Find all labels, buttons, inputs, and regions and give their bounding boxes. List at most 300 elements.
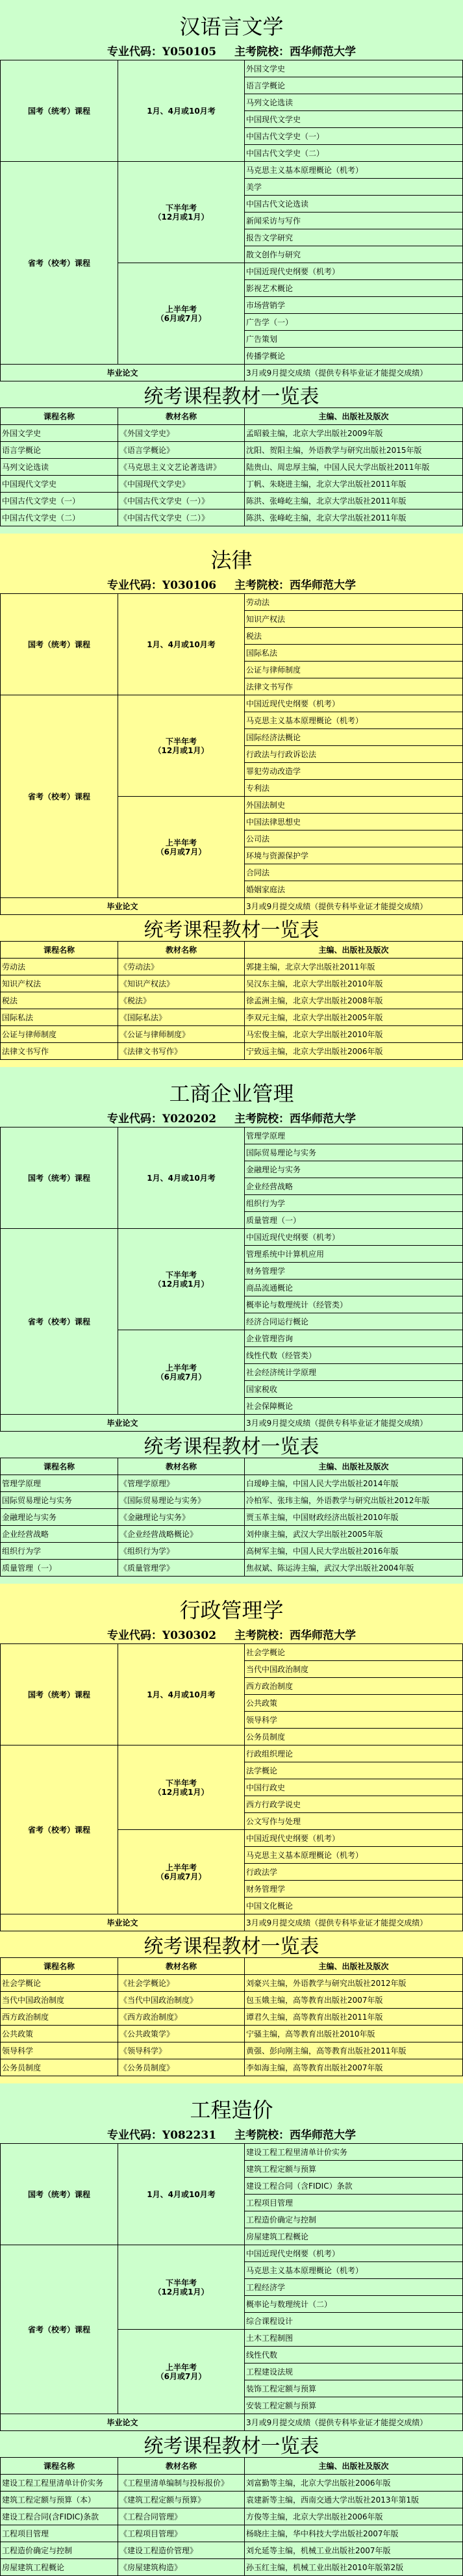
- textbook-course: 建设工程合同(含FIDIC)条款: [1, 2508, 118, 2525]
- textbook-course: 中国现代文学史: [1, 476, 118, 493]
- major-section: [0, 1584, 463, 2083]
- exam-school: 主考院校：西华师范大学: [234, 45, 357, 58]
- course-name: 劳动法: [245, 594, 463, 611]
- textbook-row: [1, 1975, 463, 1992]
- column-header: 主编、出版社及版次: [245, 2458, 463, 2475]
- exam-period-label: 上半年考: [165, 304, 197, 314]
- textbook-publisher: 李如海主编，高等教育出版社2007年版: [245, 2059, 463, 2076]
- textbook-header-row: [1, 408, 463, 425]
- textbook-name: 《公务员制度》: [118, 2059, 245, 2076]
- thesis-label: 毕业论文: [1, 2414, 245, 2431]
- textbook-course: 公共政策: [1, 2026, 118, 2042]
- textbook-publisher: 贾玉革主编，中国财政经济出版社2010年版: [245, 1509, 463, 1526]
- exam-period-months: （6月或7月）: [156, 1872, 206, 1881]
- textbook-publisher: 丁帆、朱晓进主编，北京大学出版社2011年版: [245, 476, 463, 493]
- course-name: 管理学原理: [245, 1127, 463, 1144]
- section-spacer: [0, 2076, 463, 2083]
- exam-school: 主考院校：西华师范大学: [234, 578, 357, 592]
- textbook-row: [1, 1526, 463, 1543]
- textbook-table: [0, 1957, 463, 2076]
- textbook-course: 公证与律师制度: [1, 1026, 118, 1043]
- major-title: 汉语言文学: [179, 14, 284, 39]
- textbook-publisher: 高树军主编，中国人民大学出版社2016年版: [245, 1543, 463, 1560]
- course-name: 质量管理（一）: [245, 1212, 463, 1229]
- exam-period-label: 1月、4月或10月考: [147, 2189, 216, 2199]
- course-name: 概率论与数理统计（经管类）: [245, 1296, 463, 1313]
- course-name: 商品流通概论: [245, 1280, 463, 1296]
- exam-period-label: 下半年考: [165, 1778, 197, 1788]
- textbook-name: 《公共政策学》: [118, 2026, 245, 2042]
- course-name: 公证与律师制度: [245, 662, 463, 678]
- textbook-row: [1, 2492, 463, 2508]
- course-name: 马克思主义基本原理概论（机考）: [245, 712, 463, 729]
- major-section: [0, 0, 463, 534]
- textbook-course: 法律文书写作: [1, 1043, 118, 1060]
- course-category: 省考（校考）课程: [1, 1745, 118, 1914]
- textbook-course: 国际私法: [1, 1009, 118, 1026]
- course-name: 美学: [245, 179, 463, 196]
- column-header: 教材名称: [118, 2458, 245, 2475]
- textbook-header-row: [1, 942, 463, 959]
- textbook-publisher: 袁建新等主编，西南交通大学出版社2013年第1版: [245, 2492, 463, 2508]
- column-header: 教材名称: [118, 942, 245, 959]
- course-name: 中国文化概论: [245, 1898, 463, 1914]
- course-name: 专利法: [245, 780, 463, 797]
- thesis-note: 3月或9月提交成绩（提供专科毕业证才能提交成绩）: [245, 1415, 463, 1432]
- textbook-name: 《中国古代文学史（二）》: [118, 509, 245, 526]
- exam-period-months: （6月或7月）: [156, 1372, 206, 1382]
- course-name: 工程经济学: [245, 2279, 463, 2296]
- textbook-row: [1, 992, 463, 1009]
- textbook-header-row: [1, 1958, 463, 1975]
- textbook-course: 社会学概论: [1, 1975, 118, 1992]
- course-name: 线性代数（经管类）: [245, 1347, 463, 1364]
- exam-period-months: （6月或7月）: [156, 313, 206, 323]
- major-code: 专业代码：Y030106: [106, 578, 217, 592]
- textbook-course: 工程造价确定与控制: [1, 2542, 118, 2559]
- textbook-publisher: 冷柏军、张玮主编，外语教学与研究出版社2012年版: [245, 1492, 463, 1509]
- exam-period: [118, 797, 245, 898]
- textbook-course: 中国古代文学史（二）: [1, 509, 118, 526]
- textbook-name: 《工程合同管理》: [118, 2508, 245, 2525]
- textbook-publisher: 孙玉红主编，机械工业出版社2010年版第2版: [245, 2559, 463, 2576]
- textbook-course: 外国文学史: [1, 425, 118, 442]
- course-name: 西方政治制度: [245, 1678, 463, 1695]
- textbook-row: [1, 1475, 463, 1492]
- textbook-course: 房屋建筑工程概论: [1, 2559, 118, 2576]
- course-row: [1, 1229, 463, 1246]
- course-row: [1, 1745, 463, 1762]
- textbook-row: [1, 1992, 463, 2009]
- course-name: 建设工程工程里清单计价实务: [245, 2144, 463, 2161]
- course-name: 国际经济法概论: [245, 729, 463, 746]
- course-name: 国际贸易理论与实务: [245, 1144, 463, 1161]
- course-category: 省考（校考）课程: [1, 162, 118, 365]
- course-name: 公司法: [245, 831, 463, 847]
- textbook-publisher: 刘仲康主编，武汉大学出版社2005年版: [245, 1526, 463, 1543]
- textbook-course: 语言学概论: [1, 442, 118, 459]
- textbook-publisher: 白瑷峥主编，中国人民大学出版社2014年版: [245, 1475, 463, 1492]
- exam-period: [118, 2144, 245, 2245]
- course-name: 当代中国政治制度: [245, 1661, 463, 1678]
- textbook-row: [1, 1043, 463, 1060]
- course-row: [1, 162, 463, 179]
- course-name: 传播学概论: [245, 348, 463, 365]
- thesis-note: 3月或9月提交成绩（提供专科毕业证才能提交成绩）: [245, 1914, 463, 1931]
- thesis-label: 毕业论文: [1, 1415, 245, 1432]
- exam-period: [118, 594, 245, 695]
- course-name: 公务员制度: [245, 1729, 463, 1745]
- textbook-publisher: 李双元主编，北京大学出版社2005年版: [245, 1009, 463, 1026]
- textbook-table: [0, 2457, 463, 2576]
- textbook-publisher: 吴汉东主编，北京大学出版社2010年版: [245, 975, 463, 992]
- major-code: 专业代码：Y020202: [106, 1112, 217, 1126]
- exam-period: [118, 162, 245, 263]
- textbook-row: [1, 509, 463, 526]
- textbook-publisher: 陈洪、张峰屹主编，北京大学出版社2011年版: [245, 509, 463, 526]
- textbook-publisher: 陈洪、张峰屹主编，北京大学出版社2011年版: [245, 493, 463, 509]
- textbook-table: [0, 941, 463, 1060]
- course-category: 国考（统考）课程: [1, 594, 118, 695]
- course-name: 概率论与数理统计（二）: [245, 2296, 463, 2313]
- textbook-publisher: 刘富勤等主编，北京大学出版社2006年版: [245, 2475, 463, 2492]
- major-info: [0, 1624, 463, 1643]
- exam-period-label: 上半年考: [165, 2362, 197, 2372]
- exam-period-months: （12月或1月）: [153, 212, 209, 222]
- course-row: [1, 1127, 463, 1144]
- textbook-header-row: [1, 1458, 463, 1475]
- textbook-name: 《组织行为学》: [118, 1543, 245, 1560]
- course-name: 建筑工程定额与预算: [245, 2161, 463, 2178]
- textbook-row: [1, 1543, 463, 1560]
- textbook-course: 建筑工程定额与预算（本）: [1, 2492, 118, 2508]
- textbook-course: 管理学原理: [1, 1475, 118, 1492]
- course-name: 中国古代文论选读: [245, 196, 463, 213]
- textbook-name: 《企业经营战略概论》: [118, 1526, 245, 1543]
- column-header: 主编、出版社及版次: [245, 1958, 463, 1975]
- course-name: 中国法律思想史: [245, 814, 463, 831]
- course-name: 马克思主义基本原理概论（机考）: [245, 1847, 463, 1864]
- exam-period-label: 上半年考: [165, 1862, 197, 1872]
- course-name: 马克思主义基本原理概论（机考）: [245, 2262, 463, 2279]
- course-name: 广告策划: [245, 331, 463, 348]
- textbook-name: 《社会学概论》: [118, 1975, 245, 1992]
- column-header: 课程名称: [1, 1458, 118, 1475]
- course-name: 公共政策: [245, 1695, 463, 1712]
- course-name: 外国文学史: [245, 60, 463, 77]
- course-name: 法学概论: [245, 1762, 463, 1779]
- course-name: 婚姻家庭法: [245, 881, 463, 898]
- textbook-name: 《西方政治制度》: [118, 2009, 245, 2026]
- exam-period-months: （12月或1月）: [153, 1279, 209, 1289]
- textbook-name: 《建筑工程定额与预算》: [118, 2492, 245, 2508]
- exam-plan-table: [0, 593, 463, 915]
- textbook-row: [1, 2059, 463, 2076]
- section-spacer: [0, 1577, 463, 1584]
- course-name: 广告学（一）: [245, 314, 463, 331]
- course-name: 社会保障概论: [245, 1398, 463, 1415]
- textbook-row: [1, 459, 463, 476]
- course-category: 国考（统考）课程: [1, 2144, 118, 2245]
- course-name: 企业经营战略: [245, 1178, 463, 1195]
- course-name: 公文写作与处理: [245, 1813, 463, 1830]
- exam-period: [118, 1330, 245, 1415]
- section-spacer: [0, 526, 463, 534]
- textbook-course: 税法: [1, 992, 118, 1009]
- course-row: [1, 594, 463, 611]
- textbook-name: 《金融理论与实务》: [118, 1509, 245, 1526]
- major-section: [0, 1067, 463, 1584]
- textbook-name: 《法律文书写作》: [118, 1043, 245, 1060]
- course-name: 国家税收: [245, 1381, 463, 1398]
- textbook-course: 中国古代文学史（一）: [1, 493, 118, 509]
- course-category: 国考（统考）课程: [1, 60, 118, 162]
- textbook-publisher: 焦叔斌、陈运涛主编，武汉大学出版社2004年版: [245, 1560, 463, 1577]
- textbook-name: 《外国文学史》: [118, 425, 245, 442]
- textbook-course: 组织行为学: [1, 1543, 118, 1560]
- textbook-course: 企业经营战略: [1, 1526, 118, 1543]
- textbook-name: 《中国现代文学史》: [118, 476, 245, 493]
- exam-period: [118, 2245, 245, 2330]
- course-name: 财务管理学: [245, 1881, 463, 1898]
- textbook-publisher: 宁骚主编，高等教育出版社2010年版: [245, 2026, 463, 2042]
- textbook-row: [1, 1026, 463, 1043]
- course-name: 组织行为学: [245, 1195, 463, 1212]
- textbook-publisher: 方俊等主编，北京大学出版社2006年版: [245, 2508, 463, 2525]
- textbook-course: 西方政治制度: [1, 2009, 118, 2026]
- textbook-row: [1, 2508, 463, 2525]
- textbook-row: [1, 2009, 463, 2026]
- column-header: 主编、出版社及版次: [245, 942, 463, 959]
- course-category: 省考（校考）课程: [1, 1229, 118, 1415]
- course-name: 中国现代文学史: [245, 111, 463, 128]
- exam-period: [118, 695, 245, 797]
- major-info: [0, 40, 463, 60]
- exam-period: [118, 1745, 245, 1830]
- major-code: 专业代码：Y082231: [106, 2128, 217, 2142]
- textbook-course: 马列文论选读: [1, 459, 118, 476]
- course-name: 税法: [245, 628, 463, 645]
- course-name: 房屋建筑工程概论: [245, 2228, 463, 2245]
- column-header: 主编、出版社及版次: [245, 408, 463, 425]
- textbook-name: 《公证与律师制度》: [118, 1026, 245, 1043]
- textbook-name: 《国际贸易理论与实务》: [118, 1492, 245, 1509]
- thesis-label: 毕业论文: [1, 898, 245, 915]
- thesis-note: 3月或9月提交成绩（提供专科毕业证才能提交成绩）: [245, 365, 463, 381]
- exam-period-label: 下半年考: [165, 2278, 197, 2287]
- textbook-name: 《工程项目管理》: [118, 2525, 245, 2542]
- column-header: 教材名称: [118, 408, 245, 425]
- textbook-title: 统考课程教材一览表: [144, 1935, 319, 1958]
- textbook-title: 统考课程教材一览表: [144, 1436, 319, 1458]
- textbook-row: [1, 1560, 463, 1577]
- textbook-name: 《当代中国政治制度》: [118, 1992, 245, 2009]
- textbook-name: 《劳动法》: [118, 959, 245, 975]
- textbook-publisher: 徐孟洲主编，北京大学出版社2008年版: [245, 992, 463, 1009]
- textbook-name: 《国际私法》: [118, 1009, 245, 1026]
- textbook-course: 质量管理（一）: [1, 1560, 118, 1577]
- course-name: 财务管理学: [245, 1263, 463, 1280]
- course-name: 国际私法: [245, 645, 463, 662]
- textbook-title: 统考课程教材一览表: [144, 2435, 319, 2458]
- course-name: 中国古代文学史（一）: [245, 128, 463, 145]
- major-info: [0, 1107, 463, 1127]
- exam-period-label: 1月、4月或10月考: [147, 106, 216, 116]
- exam-period-label: 1月、4月或10月考: [147, 1173, 216, 1183]
- course-name: 社会经济统计学原理: [245, 1364, 463, 1381]
- textbook-publisher: 宁致远主编，北京大学出版社2006年版: [245, 1043, 463, 1060]
- textbook-course: 公务员制度: [1, 2059, 118, 2076]
- course-name: 市场营销学: [245, 297, 463, 314]
- course-name: 影视艺术概论: [245, 280, 463, 297]
- exam-period-label: 1月、4月或10月考: [147, 1690, 216, 1699]
- course-name: 知识产权法: [245, 611, 463, 628]
- course-name: 中国近现代史纲要（机考）: [245, 1229, 463, 1246]
- exam-period: [118, 1127, 245, 1229]
- course-name: 语言学概论: [245, 77, 463, 94]
- textbook-publisher: 陆贵山、周忠厚主编，中国人民大学出版社2011年版: [245, 459, 463, 476]
- exam-period-months: （12月或1月）: [153, 745, 209, 755]
- textbook-row: [1, 975, 463, 992]
- course-name: 新闻采访与写作: [245, 213, 463, 229]
- textbook-row: [1, 493, 463, 509]
- course-name: 企业管理咨询: [245, 1330, 463, 1347]
- textbook-publisher: 孟昭毅主编，北京大学出版社2009年版: [245, 425, 463, 442]
- exam-plan-table: [0, 1643, 463, 1931]
- textbook-name: 《知识产权法》: [118, 975, 245, 992]
- column-header: 教材名称: [118, 1958, 245, 1975]
- major-info: [0, 2124, 463, 2143]
- course-name: 安装工程定额与预算: [245, 2397, 463, 2414]
- textbook-row: [1, 1492, 463, 1509]
- thesis-label: 毕业论文: [1, 1914, 245, 1931]
- textbook-name: 《中国古代文学史（一）》: [118, 493, 245, 509]
- course-name: 散文创作与研究: [245, 246, 463, 263]
- textbook-name: 《管理学原理》: [118, 1475, 245, 1492]
- course-name: 报告文学研究: [245, 229, 463, 246]
- course-name: 工程造价确定与控制: [245, 2211, 463, 2228]
- course-row: [1, 60, 463, 77]
- course-category: 省考（校考）课程: [1, 2245, 118, 2414]
- column-header: 课程名称: [1, 1958, 118, 1975]
- textbook-row: [1, 2559, 463, 2576]
- course-name: 经济合同运行概论: [245, 1313, 463, 1330]
- major-code: 专业代码：Y030302: [106, 1629, 217, 1642]
- thesis-row: [1, 1415, 463, 1432]
- course-name: 外国法制史: [245, 797, 463, 814]
- course-name: 社会学概论: [245, 1644, 463, 1661]
- textbook-name: 《税法》: [118, 992, 245, 1009]
- exam-period-months: （12月或1月）: [153, 1787, 209, 1797]
- textbook-course: 建设工程工程里清单计价实务: [1, 2475, 118, 2492]
- major-title: 行政管理学: [179, 1598, 284, 1623]
- course-name: 金融理论与实务: [245, 1161, 463, 1178]
- textbook-publisher: 马宏俊主编，北京大学出版社2010年版: [245, 1026, 463, 1043]
- course-name: 行政组织理论: [245, 1745, 463, 1762]
- exam-period: [118, 2330, 245, 2414]
- textbook-row: [1, 425, 463, 442]
- exam-period: [118, 1830, 245, 1914]
- thesis-note: 3月或9月提交成绩（提供专科毕业证才能提交成绩）: [245, 2414, 463, 2431]
- exam-period-months: （6月或7月）: [156, 2371, 206, 2381]
- textbook-row: [1, 1009, 463, 1026]
- exam-period-months: （12月或1月）: [153, 2287, 209, 2297]
- major-title: 法律: [210, 548, 253, 573]
- column-header: 主编、出版社及版次: [245, 1458, 463, 1475]
- textbook-publisher: 刘允延等主编，机械工业出版社2007年版: [245, 2542, 463, 2559]
- course-name: 西方行政学说史: [245, 1796, 463, 1813]
- textbook-course: 国际贸易理论与实务: [1, 1492, 118, 1509]
- major-title: 工商企业管理: [169, 1081, 294, 1106]
- course-name: 领导科学: [245, 1712, 463, 1729]
- course-row: [1, 695, 463, 712]
- thesis-note: 3月或9月提交成绩（提供专科毕业证才能提交成绩）: [245, 898, 463, 915]
- exam-plan-table: [0, 1127, 463, 1432]
- textbook-row: [1, 2475, 463, 2492]
- textbook-header-row: [1, 2458, 463, 2475]
- course-name: 法律文书写作: [245, 678, 463, 695]
- exam-plan-table: [0, 60, 463, 381]
- course-name: 中国近现代史纲要（机考）: [245, 1830, 463, 1847]
- textbook-publisher: 谭君久主编，高等教育出版社2011年版: [245, 2009, 463, 2026]
- exam-period: [118, 1644, 245, 1745]
- course-name: 综合课程设计: [245, 2313, 463, 2330]
- textbook-title: 统考课程教材一览表: [144, 385, 319, 408]
- textbook-row: [1, 2042, 463, 2059]
- textbook-publisher: 黄强、彭向刚主编，高等教育出版社2011年版: [245, 2042, 463, 2059]
- course-name: 管理系统中计算机应用: [245, 1246, 463, 1263]
- textbook-table: [0, 1458, 463, 1577]
- exam-period-label: 下半年考: [165, 736, 197, 746]
- textbook-row: [1, 959, 463, 975]
- textbook-name: 《质量管理学》: [118, 1560, 245, 1577]
- textbook-table: [0, 407, 463, 526]
- exam-period-label: 下半年考: [165, 203, 197, 213]
- exam-period-label: 上半年考: [165, 838, 197, 847]
- exam-period-months: （6月或7月）: [156, 847, 206, 857]
- column-header: 教材名称: [118, 1458, 245, 1475]
- thesis-row: [1, 1914, 463, 1931]
- section-spacer: [0, 1060, 463, 1067]
- exam-period-label: 1月、4月或10月考: [147, 639, 216, 649]
- course-name: 装饰工程定额与预算: [245, 2380, 463, 2397]
- thesis-row: [1, 2414, 463, 2431]
- textbook-publisher: 包玉娥主编，高等教育出版社2007年版: [245, 1992, 463, 2009]
- textbook-row: [1, 476, 463, 493]
- textbook-publisher: 沈阳、贺阳主编，外语教学与研究出版社2015年版: [245, 442, 463, 459]
- exam-period: [118, 1229, 245, 1330]
- textbook-name: 《房屋建筑构造》: [118, 2559, 245, 2576]
- course-name: 罪犯劳动改造学: [245, 763, 463, 780]
- textbook-name: 《工程里清单编制与投标报价》: [118, 2475, 245, 2492]
- major-section: [0, 2083, 463, 2576]
- course-row: [1, 1644, 463, 1661]
- textbook-row: [1, 442, 463, 459]
- course-name: 合同法: [245, 864, 463, 881]
- course-category: 国考（统考）课程: [1, 1127, 118, 1229]
- course-name: 建设工程合同（含FIDIC）条款: [245, 2178, 463, 2195]
- course-name: 马克思主义基本原理概论（机考）: [245, 162, 463, 179]
- course-name: 中国近现代史纲要（机考）: [245, 2245, 463, 2262]
- exam-school: 主考院校：西华师范大学: [234, 2128, 357, 2142]
- major-code: 专业代码：Y050105: [106, 45, 217, 58]
- textbook-course: 工程项目管理: [1, 2525, 118, 2542]
- course-name: 马列文论选读: [245, 94, 463, 111]
- course-name: 工程项目管理: [245, 2195, 463, 2211]
- exam-period: [118, 60, 245, 162]
- textbook-course: 当代中国政治制度: [1, 1992, 118, 2009]
- thesis-row: [1, 898, 463, 915]
